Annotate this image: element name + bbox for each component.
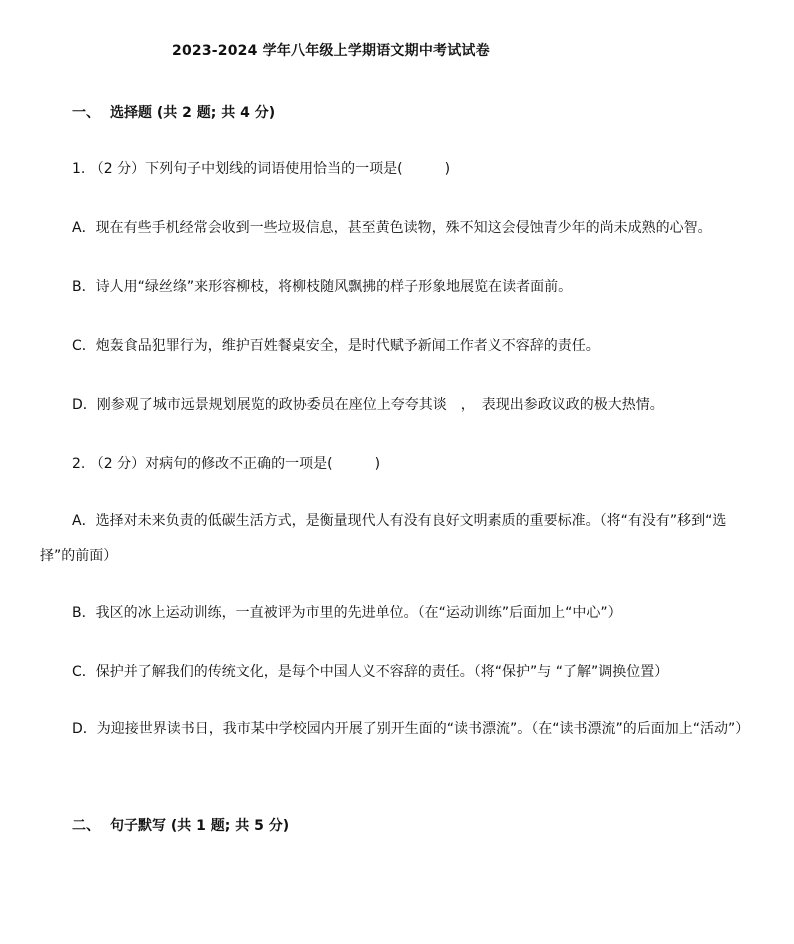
section-label: 选择题 (共 2 题; 共 4 分): [110, 105, 276, 121]
question-1-option-a: A．现在有些手机经常会收到一些垃圾信息，甚至黄色读物，殊不知这会侵蚀青少年的尚未成熟的心智。: [72, 220, 712, 236]
question-1-option-b: B．诗人用“绿丝绦”来形容柳枝，将柳枝随风飘拂的样子形象地展览在读者面前。: [72, 279, 573, 295]
section-number: 二、: [72, 818, 100, 834]
document-title: 2023-2024 学年八年级上学期语文期中考试试卷: [172, 43, 490, 59]
question-2-option-c: C．保护并了解我们的传统文化，是每个中国人义不容辞的责任。（将“保护”与 “了解”调换位置）: [72, 664, 669, 680]
question-2-option-d: D．为迎接世界读书日，我市某中学校园内开展了别开生面的“读书漂流”。（在“读书漂流”的后面加上“活动”）: [72, 721, 750, 737]
section-heading-fill: [72, 815, 289, 835]
question-1-option-c: C．炮轰食品犯罪行为，维护百姓餐桌安全，是时代赋予新闻工作者义不容辞的责任。: [72, 338, 600, 354]
question-1-stem: 1. （2 分）下列句子中划线的词语使用恰当的一项是( ): [72, 161, 451, 177]
question-2-stem: 2. （2 分）对病句的修改不正确的一项是( ): [72, 456, 381, 472]
section-heading-choice: [72, 102, 275, 122]
question-1-option-d: D．刚参观了城市远景规划展览的政协委员在座位上夸夸其谈 ， 表现出参政议政的极大热情。: [72, 397, 664, 413]
question-2-option-b: B．我区的冰上运动训练，一直被评为市里的先进单位。（在“运动训练”后面加上“中心”）: [72, 605, 622, 621]
question-2-option-a: A．选择对未来负责的低碳生活方式，是衡量现代人有没有良好文明素质的重要标准。（将“有没有”移到“选择”的前面）: [40, 513, 727, 564]
section-label: 句子默写 (共 1 题; 共 5 分): [110, 818, 290, 834]
section-number: 一、: [72, 105, 100, 121]
